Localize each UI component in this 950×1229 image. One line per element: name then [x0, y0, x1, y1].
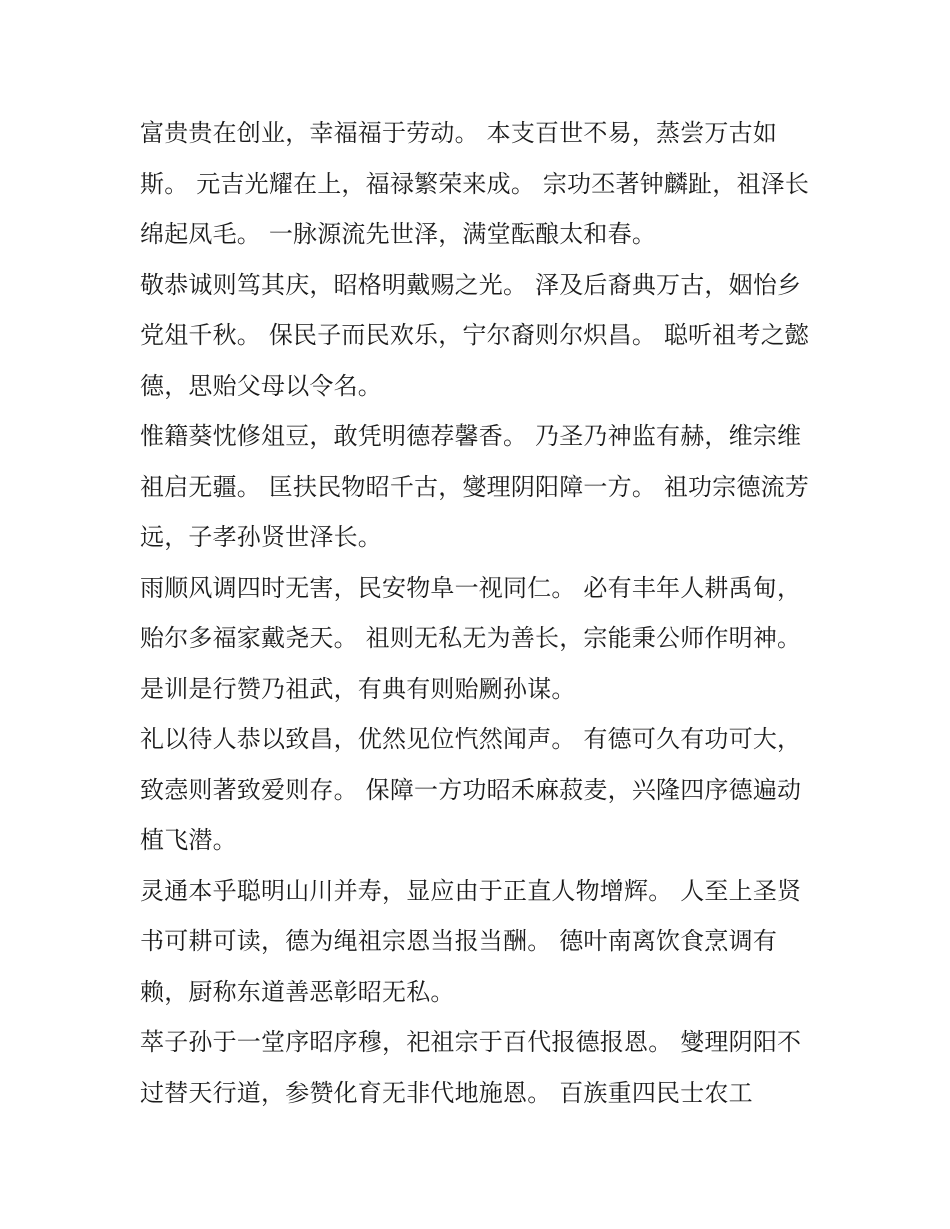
document-body: [140, 108, 810, 1118]
paragraph: 礼以待人恭以致昌，优然见位忾然闻声。 有德可久有功可大，致悫则著致爱则存。 保障一方功昭禾麻菽麦，兴隆四序德遍动植飞潜。: [140, 725, 802, 854]
paragraph: 富贵贵在创业，幸福福于劳动。 本支百世不易，蒸尝万古如斯。 元吉光耀在上，福禄繁荣来成。 宗功丕著钟麟趾，祖泽长绵起凤毛。 一脉源流先世泽，满堂酝酿太和春。: [140, 119, 810, 248]
paragraph: 灵通本乎聪明山川并寿，显应由于正直人物增辉。 人至上圣贤书可耕可读，德为绳祖宗恩当报当酬。 德叶南离饮食烹调有赖，厨称东道善恶彰昭无私。: [140, 876, 802, 1006]
paragraph: 惟籍葵忱修俎豆，敢凭明德荐馨香。 乃圣乃神监有赫，维宗维祖启无疆。 匡扶民物昭千古，燮理阴阳障一方。 祖功宗德流芳远，子孝孙贤世泽长。: [140, 422, 810, 551]
paragraph: 雨顺风调四时无害，民安物阜一视同仁。 必有丰年人耕禹甸，贻尔多福家戴尧天。 祖则无私无为善长，宗能秉公师作明神。 是训是行赞乃祖武，有典有则贻劂孙谋。: [140, 573, 802, 703]
paragraph: 敬恭诚则笃其庆，昭格明戴赐之光。 泽及后裔典万古，姻怡乡党俎千秋。 保民子而民欢乐，宁尔裔则尔炽昌。 聪听祖考之懿德，思贻父母以令名。: [140, 270, 810, 400]
paragraph: 萃子孙于一堂序昭序穆，祀祖宗于百代报德报恩。 燮理阴阳不过替天行道，参赞化育无非代地施恩。 百族重四民士农工: [140, 1028, 802, 1107]
